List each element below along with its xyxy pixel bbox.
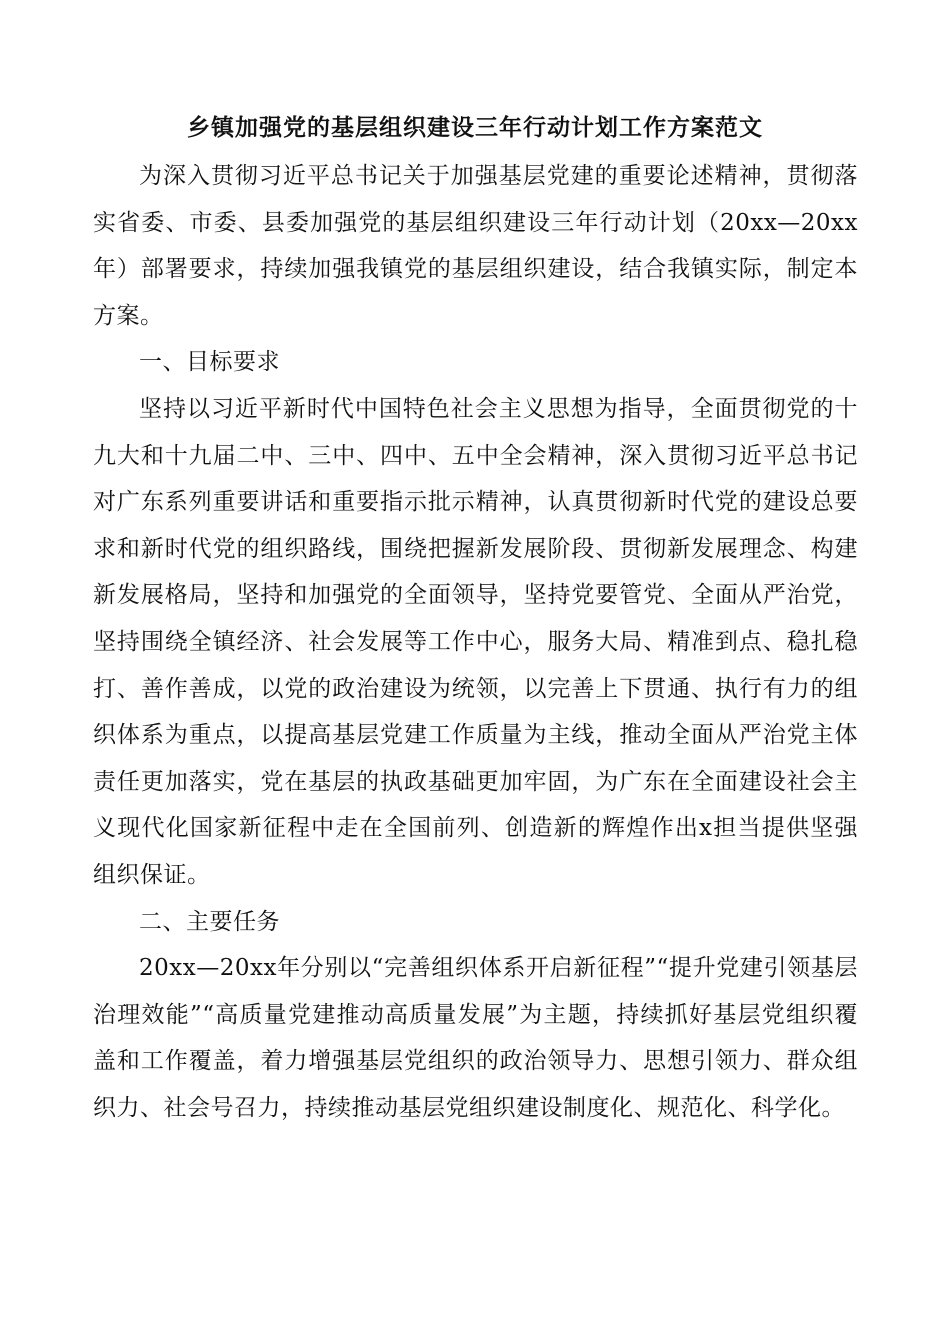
tasks-paragraph: 20xx—20xx年分别以“完善组织体系开启新征程”“提升党建引领基层治理效能”“高质量党建推动高质量发展”为主题，持续抓好基层党组织覆盖和工作覆盖，着力增强基层党组织的政治领导力、思想引领力、群众组织力、社会号召力，持续推动基层党组织建设制度化、规范化、科学化。 <box>93 955 858 1121</box>
document-title: 乡镇加强党的基层组织建设三年行动计划工作方案范文 <box>187 114 763 141</box>
section-heading-goals: 一、目标要求 <box>139 349 280 376</box>
goals-paragraph: 坚持以习近平新时代中国特色社会主义思想为指导，全面贯彻党的十九大和十九届二中、三中、四中、五中全会精神，深入贯彻习近平总书记对广东系列重要讲话和重要指示批示精神，认真贯彻新时代党的建设总要求和新时代党的组织路线，围绕把握新发展阶段、贯彻新发展理念、构建新发展格局，坚持和加强党的全面领导，坚持党要管党、全面从严治党，坚持围绕全镇经济、社会发展等工作中心，服务大局、精准到点、稳扎稳打、善作善成，以党的政治建设为统领，以完善上下贯通、执行有力的组织体系为重点，以提高基层党建工作质量为主线，推动全面从严治党主体责任更加落实，党在基层的执政基础更加牢固，为广东在全面建设社会主义现代化国家新征程中走在全国前列、创造新的辉煌作出x担当提供坚强组织保证。 <box>93 395 858 888</box>
intro-paragraph: 为深入贯彻习近平总书记关于加强基层党建的重要论述精神，贯彻落实省委、市委、县委加强党的基层组织建设三年行动计划（20xx—20xx年）部署要求，持续加强我镇党的基层组织建设，结合我镇实际，制定本方案。 <box>93 163 858 329</box>
document-body <box>93 153 858 1131</box>
section-heading-tasks: 二、主要任务 <box>139 908 280 935</box>
